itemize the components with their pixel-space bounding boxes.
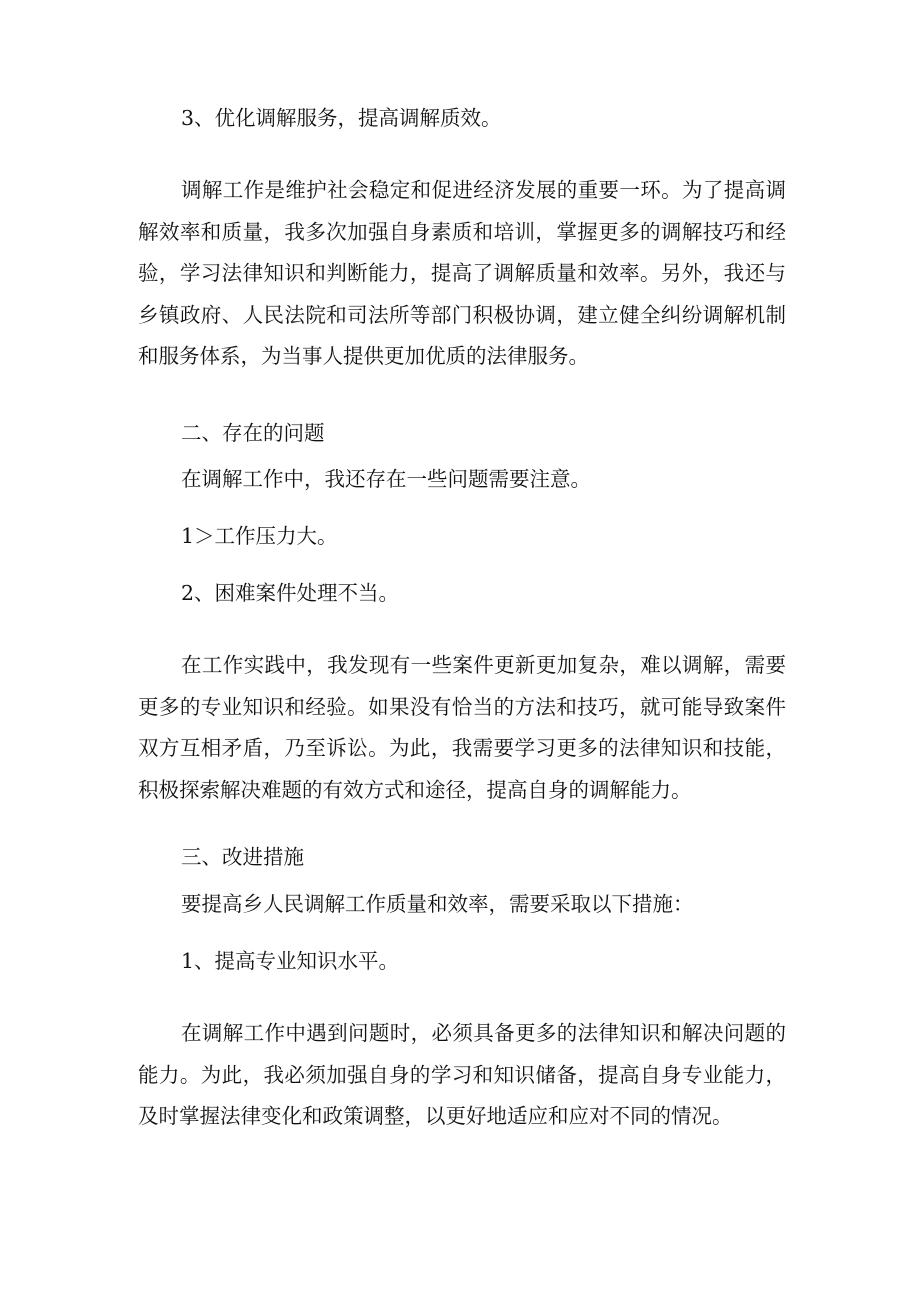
list-item-work-pressure: 1＞工作压力大。: [181, 524, 338, 548]
section-heading-problems: 二、存在的问题: [181, 421, 325, 445]
paragraph-measures-intro: 要提高乡人民调解工作质量和效率，需要采取以下措施：: [181, 892, 694, 916]
paragraph-legal-knowledge: 在调解工作中遇到问题时，必须具备更多的法律知识和解决问题的能力。为此，我必须加强自身的学习和知识储备，提高自身专业能力，及时掌握法律变化和政策调整，以更好地适应和应对不同的情况。: [138, 1021, 786, 1128]
list-item-professional-knowledge: 1、提高专业知识水平。: [181, 949, 400, 973]
list-item-optimize-service: 3、优化调解服务，提高调解质效。: [181, 106, 502, 130]
list-item-difficult-cases: 2、困难案件处理不当。: [181, 581, 400, 605]
section-heading-measures: 三、改进措施: [181, 845, 304, 869]
paragraph-work-practice: 在工作实践中，我发现有一些案件更新更加复杂，难以调解，需要更多的专业知识和经验。如果没有恰当的方法和技巧，就可能导致案件双方互相矛盾，乃至诉讼。为此，我需要学习更多的法律知识和技能，积极探索解决难题的有效方式和途径，提高自身的调解能力。: [138, 653, 786, 802]
paragraph-mediation-work: 调解工作是维护社会稳定和促进经济发展的重要一环。为了提高调解效率和质量，我多次加强自身素质和培训，掌握更多的调解技巧和经验，学习法律知识和判断能力，提高了调解质量和效率。另外，我还与乡镇政府、人民法院和司法所等部门积极协调，建立健全纠纷调解机制和服务体系，为当事人提供更加优质的法律服务。: [138, 178, 786, 368]
paragraph-problems-intro: 在调解工作中，我还存在一些问题需要注意。: [181, 467, 591, 491]
